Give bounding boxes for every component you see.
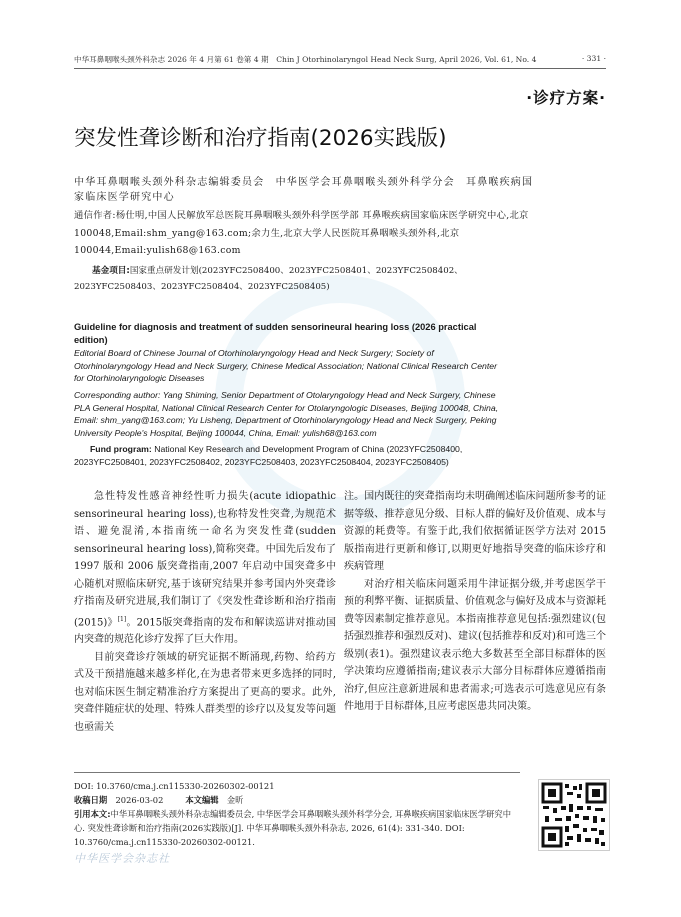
body-column-right — [344, 488, 606, 716]
running-header-text: 中华耳鼻咽喉头颈外科杂志 2026 年 4 月第 61 卷第 4 期 Chin J Otorhinolaryngol Head Neck Surg, April 2026, Vol. 61, No. 4 — [74, 55, 537, 64]
running-header — [74, 54, 606, 65]
body-paragraph: 目前突聋诊疗领域的研究证据不断涌现,药物、给药方式及干预措施越来越多样化,在为患者带来更多选择的同时,也对临床医生制定精准治疗方案提出了更高的要求。此外,突聋伴随症状的处理、特殊人群类型的诊疗以及复发等问题也亟需关 — [74, 651, 336, 733]
english-fund-label: Fund program: — [90, 444, 152, 454]
citation-label: 引用本文: — [74, 809, 111, 819]
english-fund — [74, 443, 508, 468]
english-corresponding: Corresponding author: Yang Shiming, Senior Department of Otolaryngology Head and Neck Surgery, Chinese PLA General Hospital, National Clinical Research Center for Otolaryngologic Diseases, Beijing 100048, China, Email: shm_yang@163.com; Yu Lisheng, Department of Otorhinolaryngology Head and Neck Surgery, Peking University People's Hospital, Beijing 100044, China, Email: yulish68@163.com — [74, 390, 499, 438]
body-paragraph: 对治疗相关临床问题采用牛津证据分级,并考虑医学干预的利弊平衡、证据质量、价值观念与偏好及成本与资源耗费等因素制定推荐意见。本指南推荐意见包括:强烈建议(包括强烈推荐和强烈反对)、建议(包括推荐和反对)和可选三个级别(表1)。强烈建议表示绝大多数甚至全部目标群体的医学决策均应遵循指南;建议表示大部分目标群体应遵循指南治疗,但应注意新进展和患者需求;可选表示可选意见应有条件地用于目标群体,且应考虑医患共同决策。 — [344, 578, 606, 712]
publisher-logo: 中华医学会杂志社 — [74, 852, 170, 865]
received-date: 2026-03-02 — [115, 795, 164, 805]
corresponding-affiliation: 通信作者:杨仕明,中国人民解放军总医院耳鼻咽喉头颈外科学医学部 耳鼻喉疾病国家临床医学研究中心,北京 100048,Email:shm_yang@163.com;余力生,北京大学人民医院耳鼻咽喉头颈外科,北京 100044,Email:yulish68@163.com — [74, 210, 529, 256]
citation — [74, 807, 520, 849]
qr-code-graphic — [539, 780, 609, 850]
english-board: Editorial Board of Chinese Journal of Otorhinolaryngology Head and Neck Surgery; Society of Otorhinolaryngology Head and Neck Surgery, Chinese Medical Association; National Clinical Research Center for Otorhinolaryngologic Diseases — [74, 348, 498, 383]
body-column-left — [74, 488, 336, 736]
body-text: 急性特发性感音神经性听力损失(acute idiopathic sensorineural hearing loss),也称特发性突聋,为规范术语、避免混淆,本指南统一命名为突发性聋(sudden sensorineural hearing loss),简称突聋。中国先后发布了 1997 版和 2006 版突聋指南,2007 年启动中国突聋多中心随机对照临床研究,基于该研究结果并参考国内外突聋诊疗指南及研究进展,我们制订了《突发性聋诊断和治疗指南(2015)》 — [74, 491, 336, 628]
body-paragraph — [74, 488, 336, 649]
editor-label: 本文编辑 — [185, 795, 219, 805]
fund-cn-label: 基金项目: — [92, 266, 130, 276]
fund-cn-text: 国家重点研发计划(2023YFC2508400、2023YFC2508401、2023YFC2508402、2023YFC2508403、2023YFC2508404、2023YFC2508405) — [74, 266, 463, 292]
fund-cn — [74, 264, 510, 295]
english-title: Guideline for diagnosis and treatment of sudden sensorineural hearing loss (2026 practical edition) — [74, 322, 477, 345]
page-number: · 331 · — [581, 54, 606, 63]
article-title: 突发性聋诊断和治疗指南(2026实践版) — [74, 126, 447, 151]
authors: 中华耳鼻咽喉头颈外科杂志编辑委员会 中华医学会耳鼻咽喉头颈外科学分会 耳鼻喉疾病国家临床医学研究中心 — [74, 177, 534, 203]
body-text: 。2015版突聋指南的发布和解读巡讲对推动国内突聋的规范化诊疗发挥了巨大作用。 — [74, 616, 336, 646]
header-rule — [74, 68, 606, 69]
editor-name: 金昕 — [226, 795, 244, 805]
reference-mark[interactable]: [1] — [117, 615, 127, 623]
doi[interactable]: DOI: 10.3760/cma.j.cn115330-20260302-00121 — [74, 781, 275, 791]
dates-line — [74, 793, 243, 807]
received-label: 收稿日期 — [74, 795, 108, 805]
qr-code-icon[interactable] — [538, 779, 610, 851]
column-tag: ·诊疗方案· — [526, 89, 606, 107]
footer-rule — [74, 772, 520, 773]
english-fund-text: National Key Research and Development Program of China (2023YFC2508400, 2023YFC2508401, 2023YFC2508402, 2023YFC2508403, 2023YFC2508404, 2023YFC2508405) — [74, 444, 463, 467]
body-paragraph: 注。国内既往的突聋指南均未明确阐述临床问题所参考的证据等级、推荐意见分级、目标人群的偏好及价值观、成本与资源的耗费等。有鉴于此,我们依据循证医学方法对 2015 版指南进行更新和修订,以期更好地指导突聋的临床诊疗和疾病管理 — [344, 491, 606, 572]
citation-text: 中华耳鼻咽喉头颈外科杂志编辑委员会, 中华医学会耳鼻咽喉头颈外科学分会, 耳鼻喉疾病国家临床医学研究中心. 突发性聋诊断和治疗指南(2026实践版)[J]. 中华耳鼻咽喉头颈外科杂志, 2026, 61(4): 331-340. DOI: 10.3760/cma.j.cn115330-20260302-00121. — [74, 809, 512, 847]
